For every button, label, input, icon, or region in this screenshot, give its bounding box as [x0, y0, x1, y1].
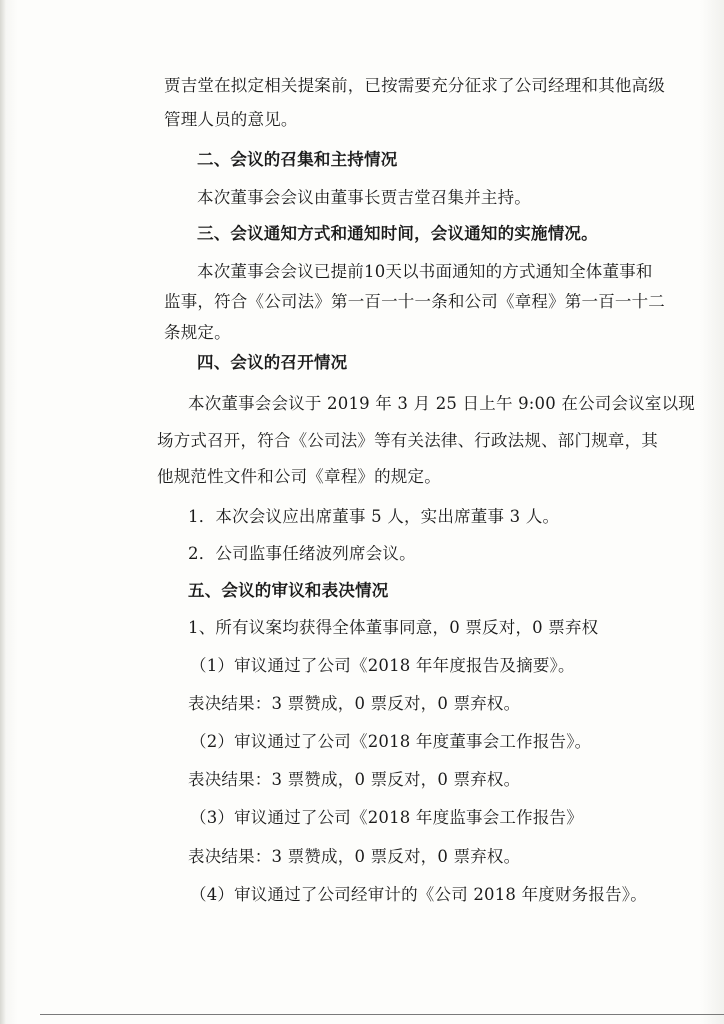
- vote-result: 表决结果：3 票赞成，0 票反对，0 票弃权。: [188, 770, 521, 789]
- resolution-item: （2）审议通过了公司《2018 年度董事会工作报告》。: [190, 732, 592, 751]
- list-item: 2．公司监事任绪波列席会议。: [188, 544, 416, 563]
- paragraph-line: 条规定。: [164, 323, 231, 342]
- scan-edge: [0, 0, 6, 1024]
- paragraph-line: 本次董事会会议由董事长贾吉堂召集并主持。: [197, 188, 531, 207]
- paragraph-line: 本次董事会会议已提前10天以书面通知的方式通知全体董事和: [197, 262, 653, 281]
- paragraph-line: 监事，符合《公司法》第一百一十一条和公司《章程》第一百一十二: [164, 292, 665, 311]
- vote-result: 表决结果：3 票赞成，0 票反对，0 票弃权。: [188, 847, 521, 866]
- scan-bottom-line: [40, 1014, 724, 1015]
- paragraph-line: 场方式召开，符合《公司法》等有关法律、行政法规、部门规章，其: [157, 431, 658, 450]
- section-heading-2: 二、会议的召集和主持情况: [197, 150, 398, 169]
- section-heading-3: 三、会议通知方式和通知时间，会议通知的实施情况。: [197, 224, 598, 243]
- resolution-item: （1）审议通过了公司《2018 年年度报告及摘要》。: [190, 656, 575, 675]
- paragraph-line: 本次董事会会议于 2019 年 3 月 25 日上午 9:00 在公司会议室以现: [188, 394, 695, 413]
- section-heading-5: 五、会议的审议和表决情况: [188, 581, 389, 600]
- vote-result: 表决结果：3 票赞成，0 票反对，0 票弃权。: [188, 694, 521, 713]
- list-item: 1．本次会议应出席董事 5 人，实出席董事 3 人。: [188, 507, 560, 526]
- section-heading-4: 四、会议的召开情况: [197, 353, 348, 372]
- paragraph-line: 贾吉堂在拟定相关提案前，已按需要充分征求了公司经理和其他高级: [164, 76, 665, 95]
- paragraph-line: 1、所有议案均获得全体董事同意，0 票反对，0 票弃权: [188, 618, 599, 637]
- resolution-item: （4）审议通过了公司经审计的《公司 2018 年度财务报告》。: [190, 885, 647, 904]
- resolution-item: （3）审议通过了公司《2018 年度监事会工作报告》: [190, 808, 583, 827]
- paragraph-line: 他规范性文件和公司《章程》的规定。: [157, 467, 441, 486]
- paragraph-line: 管理人员的意见。: [164, 110, 298, 129]
